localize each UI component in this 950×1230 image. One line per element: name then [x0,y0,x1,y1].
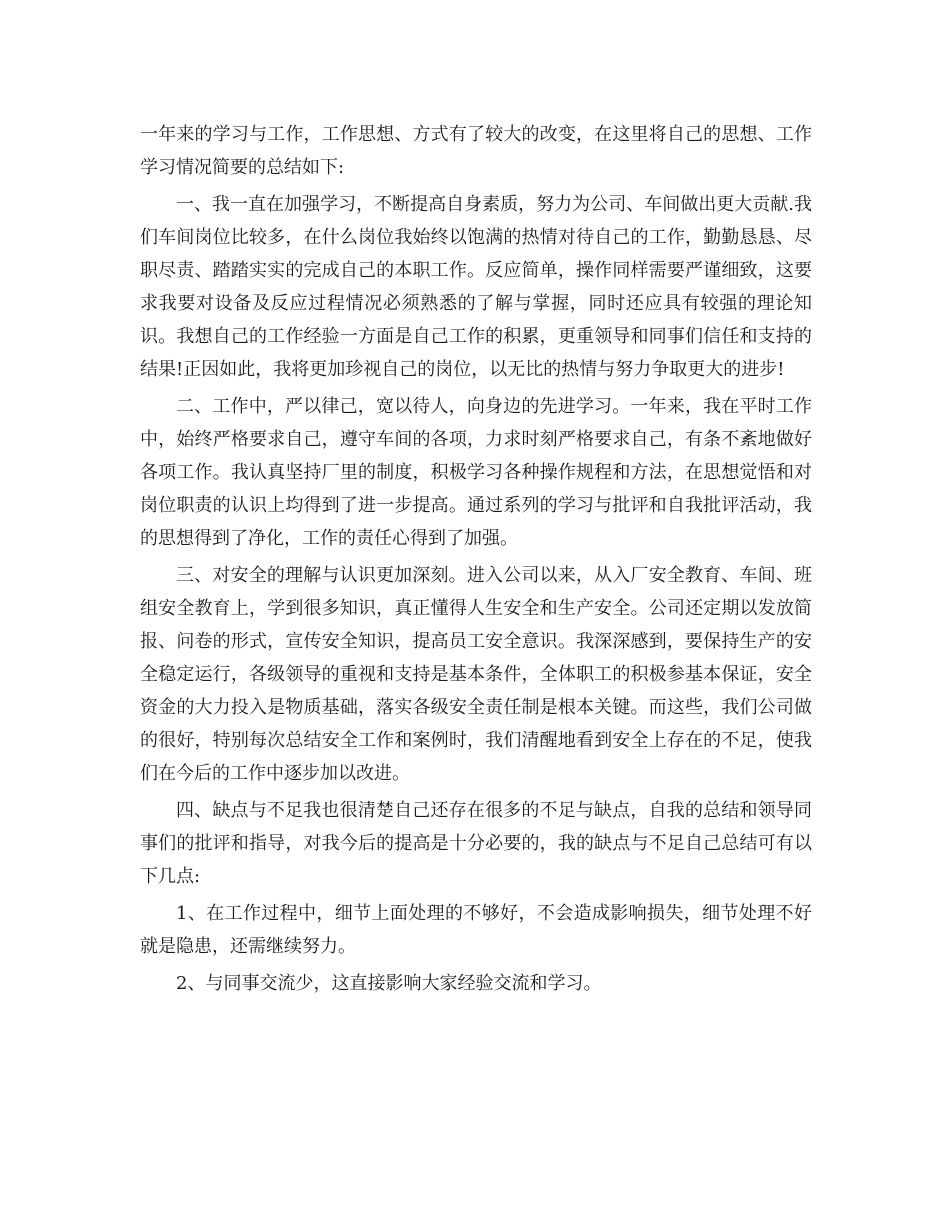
paragraph-section-2: 二、工作中，严以律己，宽以待人，向身边的先进学习。一年来，我在平时工作中，始终严格要求自己，遵守车间的各项，力求时刻严格要求自己，有条不紊地做好各项工作。我认真坚持厂里的制度，积极学习各种操作规程和方法，在思想觉悟和对岗位职责的认识上均得到了进一步提高。通过系列的学习与批评和自我批评活动，我的思想得到了净化，工作的责任心得到了加强。 [140,396,812,549]
paragraph-section-1: 一、我一直在加强学习，不断提高自身素质，努力为公司、车间做出更大贡献.我们车间岗位比较多，在什么岗位我始终以饱满的热情对待自己的工作，勤勤恳恳、尽职尽责、踏踏实实的完成自己的本职工作。反应简单，操作同样需要严谨细致，这要求我要对设备及反应过程情况必须熟悉的了解与掌握，同时还应具有较强的理论知识。我想自己的工作经验一方面是自己工作的积累，更重领导和同事们信任和支持的结果!正因如此，我将更加珍视自己的岗位，以无比的热情与努力争取更大的进步! [140,194,812,380]
paragraph-point-2: 2、与同事交流少，这直接影响大家经验交流和学习。 [176,973,602,994]
paragraph-section-3: 三、对安全的理解与认识更加深刻。进入公司以来，从入厂安全教育、车间、班组安全教育上，学到很多知识，真正懂得人生安全和生产安全。公司还定期以发放简报、问卷的形式，宣传安全知识，提高员工安全意识。我深深感到，要保持生产的安全稳定运行，各级领导的重视和支持是基本条件，全体职工的积极参基本保证，安全资金的大力投入是物质基础，落实各级安全责任制是根本关键。而这些，我们公司做的很好，特别每次总结安全工作和案例时，我们清醒地看到安全上存在的不足，使我们在今后的工作中逐步加以改进。 [140,565,812,784]
paragraph-section-4: 四、缺点与不足我也很清楚自己还存在很多的不足与缺点，自我的总结和领导同事们的批评和指导，对我今后的提高是十分必要的，我的缺点与不足自己总结可有以下几点: [140,800,812,887]
document-body [140,118,812,1004]
paragraph-intro: 一年来的学习与工作，工作思想、方式有了较大的改变，在这里将自己的思想、工作学习情况简要的总结如下: [140,124,812,178]
paragraph-point-1: 1、在工作过程中，细节上面处理的不够好，不会造成影响损失，细节处理不好就是隐患，还需继续努力。 [140,903,812,957]
